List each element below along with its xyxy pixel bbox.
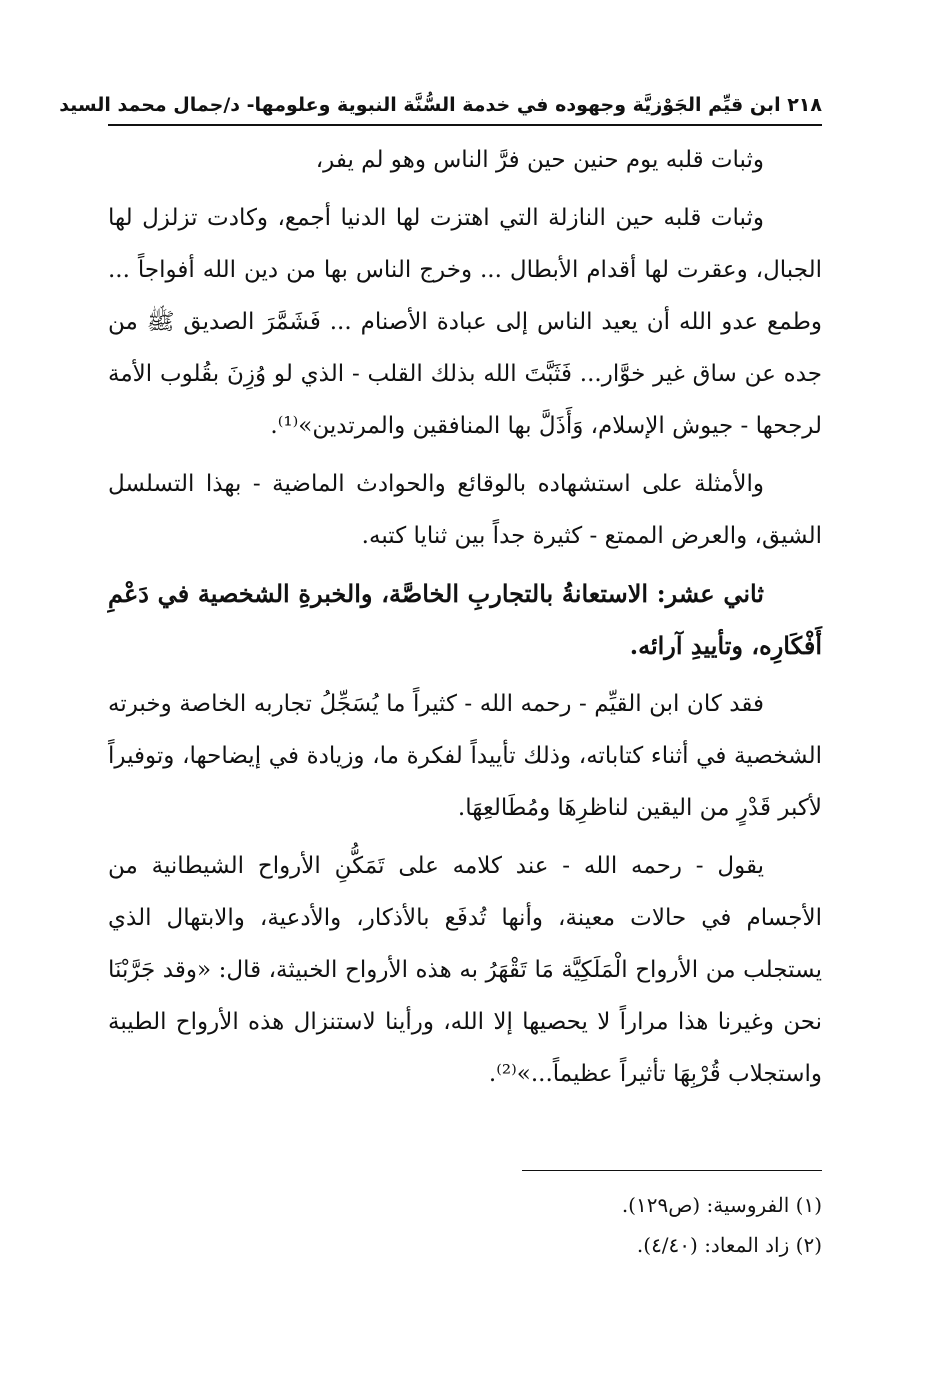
paragraph: يقول - رحمه الله - عند كلامه على تَمَكُّنِ الأرواح الشيطانية من الأجسام في حالات معينة، وأنها تُدفَع بالأذكار، والأدعية، والابتهال الذي يستجلب من الأرواح الْمَلَكِيَّة مَا تَقْهَرُ به هذه الأرواح الخبيثة، قال: «وقد جَرَّبْنَا نحن وغيرنا هذا مراراً لا يحصيها إلا الله، ورأينا لاستنزال هذه الأرواح الطيبة واستجلاب قُرْبِهَا تأثيراً عظيماً...»⁽²⁾. bbox=[108, 853, 822, 1087]
paragraph: والأمثلة على استشهاده بالوقائع والحوادث الماضية - بهذا التسلسل الشيق، والعرض الممتع - كثيرة جداً بين ثنايا كتبه. bbox=[108, 471, 822, 549]
footnote: (١) الفروسية: (ص١٢٩). bbox=[621, 1193, 822, 1217]
paragraph: فقد كان ابن القيِّم - رحمه الله - كثيراً ما يُسَجِّلُ تجاربه الخاصة وخبرته الشخصية في أثناء كتاباته، وذلك تأييداً لفكرة ما، وزيادة في إيضاحها، وتوفيراً لأكبر قَدْرٍ من اليقين لناظرِهَا ومُطَالعِهَا. bbox=[108, 691, 822, 821]
running-header bbox=[59, 88, 822, 122]
section-heading: ثاني عشر: الاستعانةُ بالتجاربِ الخاصَّة، والخبرةِ الشخصية في دَعْمِ أَفْكَارِه، وتأييدِ آرائه. bbox=[108, 579, 822, 660]
footnotes bbox=[108, 1185, 822, 1265]
header-title: ابن قيِّم الجَوْزيَّة وجهوده في خدمة السُّنَّة النبوية وعلومها- د/جمال محمد السيد bbox=[59, 94, 781, 116]
paragraph: وثبات قلبه حين النازلة التي اهتزت لها الدنيا أجمع، وكادت تزلزل لها الجبال، وعقرت لها أقدام الأبطال ... وخرج الناس بها من دين الله أفواجاً ... وطمع عدو الله أن يعيد الناس إلى عبادة الأصنام ... فَشَمَّرَ الصديق ﷺ من جده عن ساق غير خوَّار... فَثَبَّتَ الله بذلك القلب - الذي لو وُزِنَ بقُلوب الأمة لرجحها - جيوش الإسلام، وَأَذَلَّ بها المنافقين والمرتدين»⁽¹⁾. bbox=[108, 205, 822, 439]
main-text bbox=[108, 134, 822, 1100]
paragraph: وثبات قلبه يوم حنين حين فرَّ الناس وهو لم يفر، bbox=[315, 147, 764, 173]
footnote-divider bbox=[522, 1170, 822, 1171]
footnote: (٢) زاد المعاد: (٤/٤٠). bbox=[636, 1233, 822, 1257]
page-number: ٢١٨ bbox=[787, 94, 822, 116]
header-divider bbox=[108, 124, 822, 126]
